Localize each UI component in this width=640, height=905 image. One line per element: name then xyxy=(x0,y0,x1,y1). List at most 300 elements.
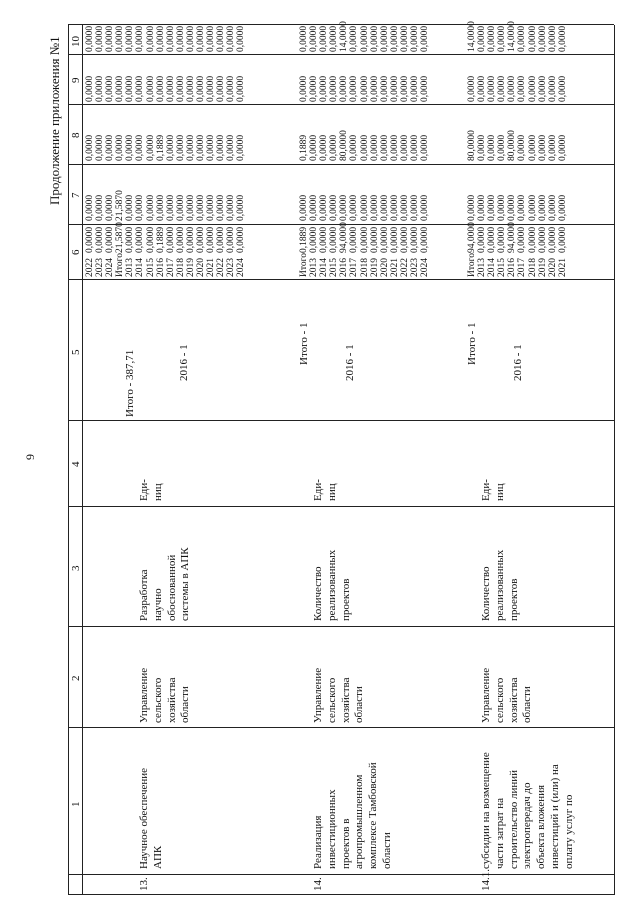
value-cell: 0,0000 xyxy=(236,134,247,161)
value-cell: 0,0000 xyxy=(497,226,508,253)
year-cell: 2017 xyxy=(517,258,528,277)
value-cell: 0,0000 xyxy=(226,194,237,221)
value-cell: 0,0000 xyxy=(165,25,176,52)
value-cell: 0,0000 xyxy=(95,25,106,52)
table-row xyxy=(548,222,558,277)
value-cell: 0,0000 xyxy=(105,134,116,161)
value-cell: 0,0000 xyxy=(537,226,548,253)
year-cell: 2014 xyxy=(135,258,146,277)
year-cell: 2018 xyxy=(359,258,370,277)
table-row xyxy=(390,222,400,277)
target-year: 2016 - 1 xyxy=(178,344,190,381)
value-cell: 0,0000 xyxy=(185,194,196,221)
value-cell: 0,0000 xyxy=(329,226,340,253)
value-cell: 0,0000 xyxy=(145,134,156,161)
value-cell: 0,0000 xyxy=(369,194,380,221)
year-cell: 2016 xyxy=(339,258,350,277)
value-cell: 0,0000 xyxy=(216,75,227,102)
value-stack xyxy=(467,130,568,161)
value-cell: 0,0000 xyxy=(487,75,498,102)
value-cell: 0,0000 xyxy=(537,25,548,52)
value-cell: 0,0000 xyxy=(85,194,95,221)
year-cell: 2021 xyxy=(557,258,568,277)
value-cell: 0,0000 xyxy=(85,226,95,253)
value-cell: 0,0000 xyxy=(105,226,116,253)
column-number: 9 xyxy=(70,77,82,83)
value-cell: 0,0000 xyxy=(379,226,390,253)
value-cell: 0,0000 xyxy=(527,75,538,102)
value-cell: 0,0000 xyxy=(155,75,166,102)
value-cell: 0,0000 xyxy=(206,75,217,102)
value-cell: 0,0000 xyxy=(165,134,176,161)
measure-name: Реализация инвестиционных проектов в агропромышленном комплексе Тамбовской области xyxy=(312,762,393,869)
value-cell: 0,0000 xyxy=(125,134,136,161)
value-cell: 0,0000 xyxy=(105,194,116,221)
value-cell: 0,0000 xyxy=(206,194,217,221)
table-row xyxy=(206,222,216,277)
value-cell: 0,0000 xyxy=(547,25,558,52)
value-cell: 0,0000 xyxy=(309,194,320,221)
value-cell: 0,0000 xyxy=(369,134,380,161)
year-cell: 2020 xyxy=(547,258,558,277)
value-cell: 0,0000 xyxy=(226,75,237,102)
value-cell: 0,0000 xyxy=(349,134,360,161)
value-cell: 0,0000 xyxy=(309,226,320,253)
table-row xyxy=(558,222,568,277)
value-cell: 0,0000 xyxy=(125,75,136,102)
value-cell: 0,0000 xyxy=(85,75,95,102)
value-cell: 0,0000 xyxy=(216,194,227,221)
table-row xyxy=(329,222,339,277)
unit: Еди- ниц xyxy=(138,479,164,501)
table-row xyxy=(528,222,538,277)
value-stack xyxy=(299,21,430,52)
value-cell: 0,0000 xyxy=(85,134,95,161)
table-row xyxy=(115,222,125,277)
value-cell: 0,0000 xyxy=(517,25,528,52)
value-cell: 0,1889 xyxy=(299,134,309,161)
value-cell: 0,0000 xyxy=(319,75,330,102)
value-cell: 0,0000 xyxy=(517,194,528,221)
value-cell: 0,0000 xyxy=(389,134,400,161)
value-cell: 0,0000 xyxy=(206,226,217,253)
value-stack xyxy=(467,195,568,221)
column-number: 6 xyxy=(70,249,82,255)
executor: Управление сельского хозяйства области xyxy=(312,667,366,723)
year-cell: 2024 xyxy=(105,258,116,277)
value-cell: 0,0000 xyxy=(185,25,196,52)
year-cell: Итого xyxy=(299,252,309,277)
table-row xyxy=(339,222,349,277)
value-cell: 0,0000 xyxy=(349,75,360,102)
value-cell: 0,0000 xyxy=(349,194,360,221)
indicator-name: Разработка научно обоснованной системы в АПК xyxy=(138,547,192,621)
column-divider xyxy=(68,164,614,165)
value-cell: 0,0000 xyxy=(95,134,106,161)
value-cell: 0,0000 xyxy=(329,25,340,52)
value-cell: 0,0000 xyxy=(95,226,106,253)
value-cell: 0,0000 xyxy=(236,226,247,253)
value-cell: 0,0000 xyxy=(226,134,237,161)
year-cell: 2017 xyxy=(349,258,360,277)
value-cell: 0,0000 xyxy=(105,25,116,52)
year-cell: 2022 xyxy=(216,258,227,277)
value-cell: 0,0000 xyxy=(319,134,330,161)
value-cell: 0,0000 xyxy=(155,25,166,52)
column-divider xyxy=(68,279,614,280)
table-row xyxy=(196,222,206,277)
table-left-border xyxy=(68,894,614,895)
value-stack xyxy=(85,190,247,221)
value-cell: 0,0000 xyxy=(399,75,410,102)
value-cell: 0,0000 xyxy=(175,25,186,52)
column-divider xyxy=(68,506,614,507)
value-cell: 0,0000 xyxy=(319,226,330,253)
value-cell: 0,0000 xyxy=(145,226,156,253)
table-row xyxy=(146,222,156,277)
value-cell: 0,0000 xyxy=(216,134,227,161)
table-row xyxy=(497,222,507,277)
value-cell: 14,0000 xyxy=(339,21,350,52)
year-cell: 2017 xyxy=(165,258,176,277)
column-number: 5 xyxy=(70,349,82,355)
table-row xyxy=(299,222,309,277)
value-cell: 0,0000 xyxy=(547,194,558,221)
indicator-name: Количество реализованных проектов xyxy=(480,549,520,621)
value-cell: 0,0000 xyxy=(185,134,196,161)
year-cell: 2015 xyxy=(145,258,156,277)
value-cell: 0,0000 xyxy=(175,226,186,253)
value-cell: 0,0000 xyxy=(369,75,380,102)
value-cell: 0,0000 xyxy=(487,194,498,221)
target-total: Итого - 1 xyxy=(298,322,310,365)
value-cell: 0,0000 xyxy=(299,194,309,221)
value-cell: 0,0000 xyxy=(216,226,227,253)
value-cell: 0,0000 xyxy=(359,226,370,253)
value-cell: 14,0000 xyxy=(467,21,477,52)
column-divider xyxy=(68,420,614,421)
table-top-border xyxy=(68,25,69,895)
unit: Еди- ниц xyxy=(312,479,338,501)
table-row xyxy=(85,222,95,277)
value-cell: 0,1889 xyxy=(155,226,166,253)
value-cell: 0,0000 xyxy=(420,226,431,253)
value-stack xyxy=(85,26,247,52)
unit: Еди- ниц xyxy=(480,479,506,501)
value-cell: 0,0000 xyxy=(410,75,421,102)
value-cell: 0,0000 xyxy=(399,226,410,253)
year-cell: 2022 xyxy=(399,258,410,277)
table-row xyxy=(156,222,166,277)
value-cell: 94,0000 xyxy=(507,222,518,253)
value-cell: 21,5870 xyxy=(115,222,126,253)
value-cell: 0,0000 xyxy=(389,226,400,253)
value-stack xyxy=(85,76,247,102)
value-cell: 0,0000 xyxy=(557,134,568,161)
row-number: 14. xyxy=(312,877,324,891)
value-cell: 0,0000 xyxy=(477,25,488,52)
table-row xyxy=(226,222,236,277)
table-row xyxy=(467,222,477,277)
value-cell: 0,0000 xyxy=(487,134,498,161)
value-cell: 0,0000 xyxy=(399,134,410,161)
value-cell: 0,0000 xyxy=(379,194,390,221)
value-cell: 0,0000 xyxy=(477,226,488,253)
value-cell: 0,0000 xyxy=(517,75,528,102)
value-cell: 0,0000 xyxy=(410,194,421,221)
value-cell: 0,0000 xyxy=(115,25,126,52)
target-total: Итого - 1 xyxy=(466,322,478,365)
value-cell: 94,0000 xyxy=(339,222,350,253)
value-cell: 0,0000 xyxy=(467,75,477,102)
value-cell: 0,0000 xyxy=(537,134,548,161)
value-cell: 0,0000 xyxy=(497,75,508,102)
value-cell: 0,0000 xyxy=(477,194,488,221)
table-row xyxy=(95,222,105,277)
value-cell: 0,0000 xyxy=(206,25,217,52)
value-cell: 14,0000 xyxy=(507,21,518,52)
value-cell: 0,0000 xyxy=(135,226,146,253)
value-cell: 0,0000 xyxy=(517,226,528,253)
value-cell: 0,0000 xyxy=(299,75,309,102)
measure-name: субсидии на возмещение части затрат на строительство линий электропередач до объекта вложения инвестиций и (или) на оплату услуг по xyxy=(480,752,575,869)
value-cell: 94,0000 xyxy=(467,222,477,253)
value-cell: 0,0000 xyxy=(420,25,431,52)
value-stack xyxy=(85,222,247,277)
table-row xyxy=(186,222,196,277)
value-cell: 0,0000 xyxy=(349,25,360,52)
table-row xyxy=(360,222,370,277)
value-cell: 0,0000 xyxy=(557,25,568,52)
table-row xyxy=(538,222,548,277)
table-row xyxy=(216,222,226,277)
table-row xyxy=(349,222,359,277)
value-cell: 0,0000 xyxy=(557,194,568,221)
table-row xyxy=(380,222,390,277)
year-cell: 2022 xyxy=(85,258,95,277)
value-cell: 0,0000 xyxy=(309,75,320,102)
value-cell: 0,0000 xyxy=(359,134,370,161)
table-row xyxy=(420,222,430,277)
value-cell: 0,0000 xyxy=(236,75,247,102)
value-cell: 0,0000 xyxy=(527,226,538,253)
value-cell: 80,0000 xyxy=(339,130,350,161)
value-cell: 0,0000 xyxy=(369,226,380,253)
table-row xyxy=(135,222,145,277)
table-row xyxy=(319,222,329,277)
year-cell: 2018 xyxy=(175,258,186,277)
value-cell: 0,0000 xyxy=(175,194,186,221)
value-cell: 0,0000 xyxy=(547,226,558,253)
value-cell: 0,0000 xyxy=(379,25,390,52)
value-cell: 0,0000 xyxy=(487,25,498,52)
table-row xyxy=(487,222,497,277)
value-cell: 0,0000 xyxy=(236,25,247,52)
value-cell: 0,0000 xyxy=(507,75,518,102)
value-cell: 0,0000 xyxy=(369,25,380,52)
value-stack xyxy=(467,21,568,52)
table-row xyxy=(400,222,410,277)
value-cell: 0,0000 xyxy=(85,25,95,52)
value-cell: 0,0000 xyxy=(196,194,207,221)
executor: Управление сельского хозяйства области xyxy=(138,667,192,723)
value-stack xyxy=(467,76,568,102)
year-cell: 2019 xyxy=(537,258,548,277)
column-number: 8 xyxy=(70,132,82,138)
value-cell: 0,0000 xyxy=(236,194,247,221)
value-cell: 0,0000 xyxy=(359,75,370,102)
value-cell: 0,0000 xyxy=(527,25,538,52)
value-cell: 0,0000 xyxy=(467,194,477,221)
executor: Управление сельского хозяйства области xyxy=(480,667,534,723)
value-cell: 0,0000 xyxy=(175,75,186,102)
value-cell: 0,1889 xyxy=(299,226,309,253)
value-cell: 0,0000 xyxy=(410,226,421,253)
column-number: 2 xyxy=(70,675,82,681)
value-cell: 0,0000 xyxy=(497,134,508,161)
value-cell: 0,0000 xyxy=(196,134,207,161)
table-row xyxy=(477,222,487,277)
value-cell: 0,0000 xyxy=(319,25,330,52)
table-row xyxy=(166,222,176,277)
value-cell: 0,0000 xyxy=(309,25,320,52)
table-row xyxy=(370,222,380,277)
value-cell: 0,0000 xyxy=(145,194,156,221)
value-stack xyxy=(85,135,247,161)
year-cell: 2023 xyxy=(226,258,237,277)
table-row xyxy=(236,222,246,277)
value-cell: 0,0000 xyxy=(216,25,227,52)
value-stack xyxy=(299,130,430,161)
year-cell: Итого xyxy=(115,252,126,277)
table-row xyxy=(507,222,517,277)
year-cell: 2024 xyxy=(420,258,431,277)
value-cell: 0,0000 xyxy=(185,75,196,102)
value-cell: 0,0000 xyxy=(517,134,528,161)
column-divider xyxy=(68,626,614,627)
value-cell: 0,0000 xyxy=(379,75,390,102)
year-cell: 2015 xyxy=(329,258,340,277)
year-cell: 2016 xyxy=(507,258,518,277)
value-cell: 0,0000 xyxy=(420,75,431,102)
value-cell: 0,0000 xyxy=(557,75,568,102)
year-cell: 2019 xyxy=(369,258,380,277)
value-cell: 0,0000 xyxy=(557,226,568,253)
value-cell: 0,0000 xyxy=(527,134,538,161)
value-cell: 0,0000 xyxy=(389,75,400,102)
table-row xyxy=(176,222,186,277)
value-cell: 0,0000 xyxy=(115,134,126,161)
value-cell: 0,0000 xyxy=(105,75,116,102)
year-cell: 2019 xyxy=(185,258,196,277)
value-cell: 0,0000 xyxy=(477,75,488,102)
value-cell: 0,0000 xyxy=(125,25,136,52)
value-cell: 0,0000 xyxy=(410,25,421,52)
column-divider xyxy=(68,54,614,55)
value-cell: 0,0000 xyxy=(125,194,136,221)
value-cell: 0,0000 xyxy=(497,194,508,221)
value-cell: 0,0000 xyxy=(537,75,548,102)
value-cell: 0,0000 xyxy=(125,226,136,253)
value-cell: 0,0000 xyxy=(339,75,350,102)
value-cell: 0,0000 xyxy=(399,25,410,52)
year-cell: 2023 xyxy=(95,258,106,277)
year-cell: 2023 xyxy=(410,258,421,277)
value-cell: 0,0000 xyxy=(329,75,340,102)
value-cell: 0,0000 xyxy=(226,25,237,52)
column-number: 3 xyxy=(70,565,82,571)
year-cell: 2013 xyxy=(125,258,136,277)
column-number: 1 xyxy=(70,801,82,807)
value-cell: 0,0000 xyxy=(309,134,320,161)
table-row xyxy=(125,222,135,277)
column-divider xyxy=(68,104,614,105)
year-cell: 2020 xyxy=(196,258,207,277)
column-number: 4 xyxy=(70,461,82,467)
value-cell: 0,0000 xyxy=(226,226,237,253)
page-number: 9 xyxy=(23,454,37,460)
value-cell: 0,0000 xyxy=(359,25,370,52)
value-cell: 0,0000 xyxy=(389,194,400,221)
value-cell: 0,0000 xyxy=(95,194,106,221)
value-stack xyxy=(299,76,430,102)
table-row xyxy=(105,222,115,277)
value-cell: 0,0000 xyxy=(349,226,360,253)
value-cell: 0,0000 xyxy=(329,194,340,221)
table-row xyxy=(410,222,420,277)
value-cell: 0,0000 xyxy=(319,194,330,221)
value-cell: 0,0000 xyxy=(135,25,146,52)
row-number: 14.1. xyxy=(480,869,492,891)
value-cell: 0,0000 xyxy=(389,25,400,52)
value-cell: 0,0000 xyxy=(329,134,340,161)
value-cell: 0,0000 xyxy=(547,134,558,161)
value-cell: 0,0000 xyxy=(299,25,309,52)
value-cell: 0,0000 xyxy=(145,75,156,102)
year-cell: 2018 xyxy=(527,258,538,277)
value-cell: 0,0000 xyxy=(527,194,538,221)
value-cell: 0,0000 xyxy=(477,134,488,161)
value-cell: 0,0000 xyxy=(537,194,548,221)
value-cell: 21,5870 xyxy=(115,190,126,221)
year-cell: 2016 xyxy=(155,258,166,277)
target-total: Итого - 387,71 xyxy=(124,349,136,417)
column-divider xyxy=(68,727,614,728)
value-cell: 0,0000 xyxy=(185,226,196,253)
value-cell: 0,0000 xyxy=(196,25,207,52)
value-cell: 0,0000 xyxy=(420,134,431,161)
header-bottom-border xyxy=(82,25,83,895)
value-cell: 0,1889 xyxy=(155,134,166,161)
value-cell: 0,0000 xyxy=(359,194,370,221)
value-cell: 0,0000 xyxy=(507,194,518,221)
value-cell: 0,0000 xyxy=(165,75,176,102)
target-year: 2016 - 1 xyxy=(512,344,524,381)
value-cell: 0,0000 xyxy=(420,194,431,221)
measure-name: Научное обеспечение АПК xyxy=(138,767,164,869)
value-cell: 0,0000 xyxy=(339,194,350,221)
value-stack xyxy=(467,222,568,277)
column-number: 7 xyxy=(70,192,82,198)
column-divider xyxy=(68,874,614,875)
year-cell: 2020 xyxy=(379,258,390,277)
annex-title: Продолжение приложения №1 xyxy=(47,36,62,205)
year-cell: 2021 xyxy=(389,258,400,277)
value-cell: 80,0000 xyxy=(467,130,477,161)
value-cell: 0,0000 xyxy=(497,25,508,52)
column-number: 10 xyxy=(70,36,82,47)
value-stack xyxy=(299,222,430,277)
